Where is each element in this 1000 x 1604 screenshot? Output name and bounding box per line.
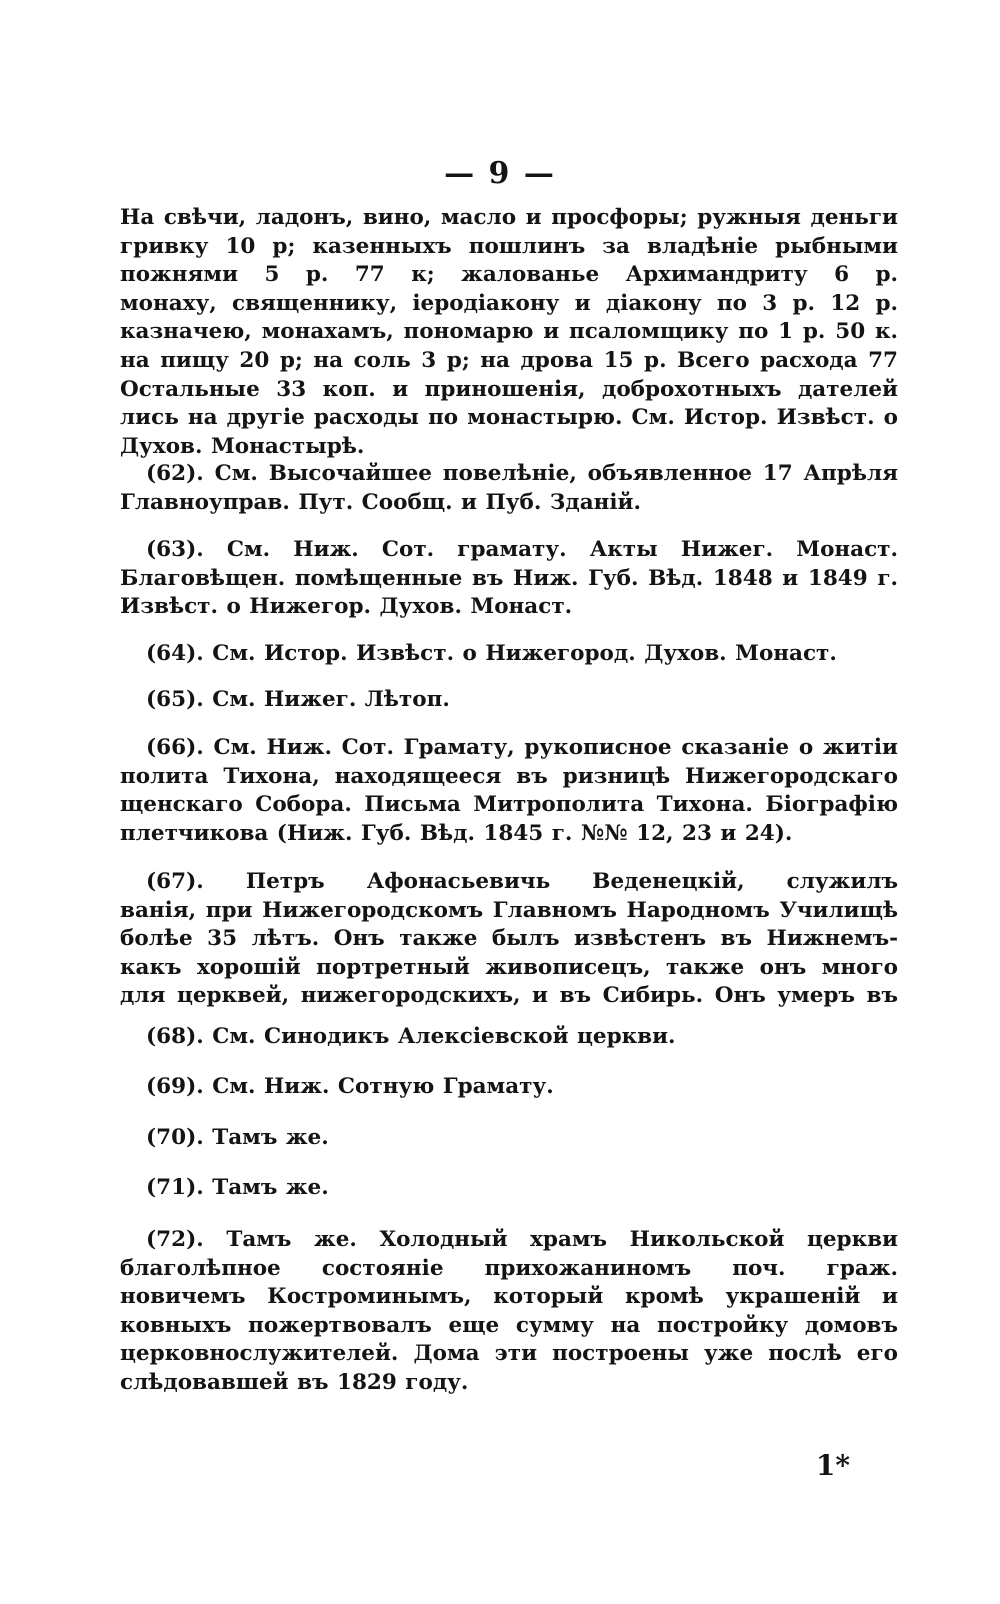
text-line: плетчикова (Ниж. Губ. Вѣд. 1845 г. №№ 12, 23 и 24). (120, 820, 793, 846)
text-line: церковнослужителей. Дома эти построены уже послѣ его (120, 1341, 898, 1367)
text-line: (70). Тамъ же. (146, 1125, 329, 1150)
signature-mark: 1* (815, 1449, 850, 1482)
footnote-72 (120, 1226, 898, 1398)
text-line: (66). См. Ниж. Сот. Грамату, рукописное сказаніе о житіи (146, 735, 898, 760)
text-line: новичемъ Костроминымъ, который кромѣ украшеній и (120, 1284, 898, 1310)
footnote-63 (120, 536, 898, 622)
text-line: (71). Тамъ же. (146, 1175, 329, 1200)
footnote-66 (120, 734, 898, 848)
footnote-68 (120, 1023, 898, 1052)
footnote-67 (120, 868, 898, 1011)
text-line: Благовѣщен. помѣщенные въ Ниж. Губ. Вѣд. 1848 и 1849 г. (120, 565, 898, 591)
text-line: (68). См. Синодикъ Алексіевской церкви. (146, 1024, 676, 1049)
page-number: — 9 — (444, 156, 556, 191)
text-line: Духов. Монастырѣ. (120, 433, 365, 459)
text-line: Главноуправ. Пут. Сообщ. и Пуб. Зданій. (120, 489, 641, 515)
footnote-62 (120, 460, 898, 517)
footnote-64 (120, 640, 898, 669)
text-line: Извѣст. о Нижегор. Духов. Монаст. (120, 594, 573, 620)
text-line: (62). См. Высочайшее повелѣніе, объявленное 17 Апрѣля (146, 461, 898, 486)
text-line: (67). Петръ Афонасьевичь Веденецкій, служилъ (146, 869, 898, 894)
text-line: (72). Тамъ же. Холодный храмъ Никольской церкви (146, 1227, 898, 1252)
text-line: на пищу 20 р; на соль 3 р; на дрова 15 р. Всего расхода 77 (120, 347, 898, 373)
text-line: гривку 10 р; казенныхъ пошлинъ за владѣніе рыбными (120, 233, 898, 259)
text-line: полита Тихона, находящееся въ ризницѣ Нижегородскаго (120, 763, 898, 789)
text-line: (63). См. Ниж. Сот. грамату. Акты Нижег. Монаст. (146, 537, 898, 562)
text-line: болѣе 35 лѣтъ. Онъ также былъ извѣстенъ въ Нижнемъ- (120, 926, 898, 952)
note-continuation (120, 204, 898, 461)
text-line: Остальные 33 коп. и приношенія, доброхотныхъ дателей (120, 376, 898, 402)
text-line: На свѣчи, ладонъ, вино, масло и просфоры; ружныя деньги (120, 205, 898, 230)
text-line: лись на другіе расходы по монастырю. См. Истор. Извѣст. о (120, 405, 898, 431)
text-line: какъ хорошій портретный живописецъ, также онъ много (120, 954, 898, 980)
footnote-71 (120, 1174, 898, 1203)
footnote-70 (120, 1124, 898, 1153)
text-line: (64). См. Истор. Извѣст. о Нижегород. Духов. Монаст. (146, 641, 837, 666)
text-line: пожнями 5 р. 77 к; жалованье Архимандриту 6 р. (120, 262, 898, 288)
text-line: для церквей, нижегородскихъ, и въ Сибирь. Онъ умеръ въ (120, 983, 898, 1009)
footnote-65 (120, 686, 898, 715)
footnote-69 (120, 1073, 898, 1102)
text-line: ванія, при Нижегородскомъ Главномъ Народномъ Училищѣ (120, 897, 898, 923)
text-line: (69). См. Ниж. Сотную Грамату. (146, 1074, 554, 1099)
text-line: слѣдовавшей въ 1829 году. (120, 1369, 469, 1395)
text-line: щенскаго Собора. Письма Митрополита Тихона. Біографію (120, 792, 898, 818)
text-line: монаху, священнику, іеродіакону и діакону по 3 р. 12 р. (120, 290, 898, 316)
text-line: казначею, монахамъ, пономарю и псаломщику по 1 р. 50 к. (120, 319, 898, 345)
text-line: (65). См. Нижег. Лѣтоп. (146, 687, 450, 712)
text-line: благолѣпное состояніе прихожаниномъ поч. граж. (120, 1255, 898, 1281)
text-line: ковныхъ пожертвовалъ еще сумму на постройку домовъ (120, 1312, 898, 1338)
